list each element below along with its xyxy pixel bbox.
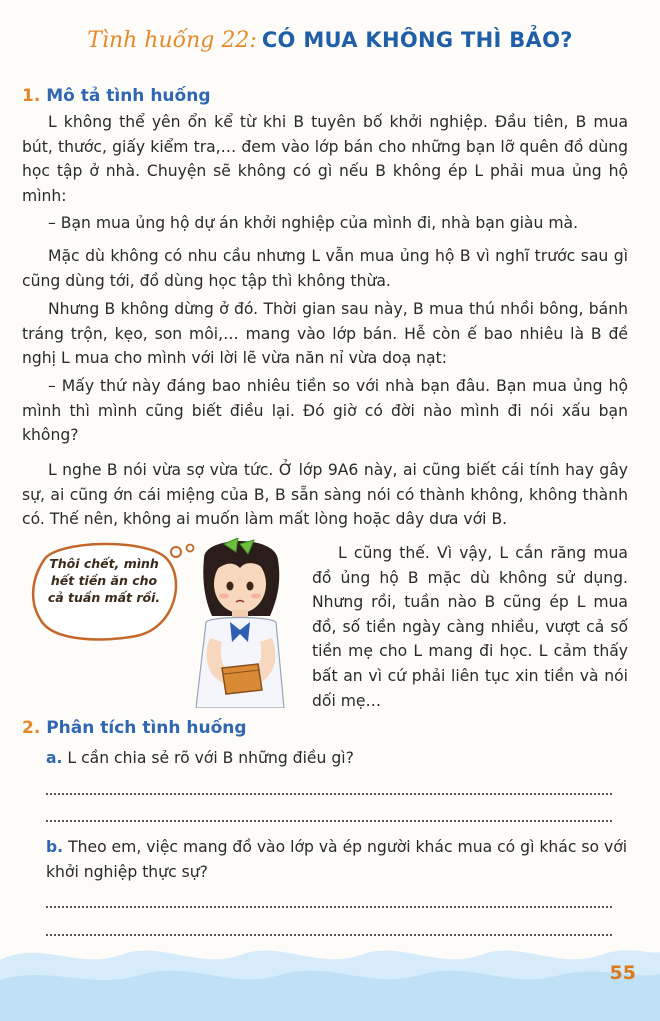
paragraph-7: L cũng thế. Vì vậy, L cắn răng mua đồ ủng hộ B mặc dù không sử dụng. Nhưng rồi, tuần nào B cũng ép L mua đồ, số tiền ngày càng nhiều, vượt cả số tiền mẹ cho L mang đi học. L cảm thấy bất an vì cứ phải liên tục xin tiền và nói dối mẹ… [312,544,628,710]
question-a-label: a. [46,749,63,767]
question-b-label: b. [46,838,64,856]
page-number: 55 [609,962,636,984]
speech-bubble-text: Thôi chết, mình hết tiền ăn cho cả tuần mất rồi. [47,556,161,605]
section-number-1: 1. [22,86,41,106]
girl-figure-icon [196,538,284,708]
section-number-2: 2. [22,718,41,738]
wave-decoration [0,930,660,1021]
section-title-2: Phân tích tình huống [46,718,247,738]
title-script: Tình huống 22: [87,28,257,53]
answer-line-b1[interactable] [46,906,612,908]
question-a [46,746,628,771]
section-heading-2 [22,718,247,738]
answer-line-a1[interactable] [46,793,612,795]
answer-line-a2[interactable] [46,820,612,822]
paragraph-3: Mặc dù không có nhu cầu nhưng L vẫn mua ủng hộ B vì nghĩ trước sau gì cũng dùng tới, đồ dùng học tập thì không thừa. [22,247,628,290]
paragraph-6: L nghe B nói vừa sợ vừa tức. Ở lớp 9A6 này, ai cũng biết cái tính hay gây sự, ai cũng ớn cái miệng của B, B sẵn sàng nói có thành không, không thành có. Thế nên, không ai muốn làm mất lòng hoặc dây dưa với B. [22,461,628,529]
paragraph-1: L không thể yên ổn kể từ khi B tuyên bố khởi nghiệp. Đầu tiên, B mua bút, thước, giấy kiểm tra,… đem vào lớp bán cho những bạn lỡ quên đồ dùng học tập ở nhà. Chuyện sẽ không có gì nếu B không ép L phải mua ủng hộ mình: [22,113,628,205]
page-title [0,28,660,53]
title-main: CÓ MUA KHÔNG THÌ BẢO? [261,28,573,52]
paragraph-5: – Mấy thứ này đáng bao nhiêu tiền so với nhà bạn đâu. Bạn mua ủng hộ mình thì mình cũng biết điều lại. Đó giờ có đời nào mình đi nói xấu bạn không? [22,377,628,445]
question-b [46,835,628,884]
question-b-text: Theo em, việc mang đồ vào lớp và ép người khác mua có gì khác so với khởi nghiệp thực sự? [46,838,628,881]
paragraph-4: Nhưng B không dừng ở đó. Thời gian sau này, B mua thú nhồi bông, bánh tráng trộn, kẹo, son môi,… mang vào lớp bán. Hễ còn ế bao nhiêu là B đề nghị L mua cho mình với lời lẽ vừa năn nỉ vừa doạ nạt: [22,300,628,368]
section-heading-1 [22,86,210,106]
question-a-text: L cần chia sẻ rõ với B những điều gì? [67,749,354,767]
paragraph-2: – Bạn mua ủng hộ dự án khởi nghiệp của mình đi, nhà bạn giàu mà. [48,214,579,232]
section-title-1: Mô tả tình huống [46,86,211,106]
